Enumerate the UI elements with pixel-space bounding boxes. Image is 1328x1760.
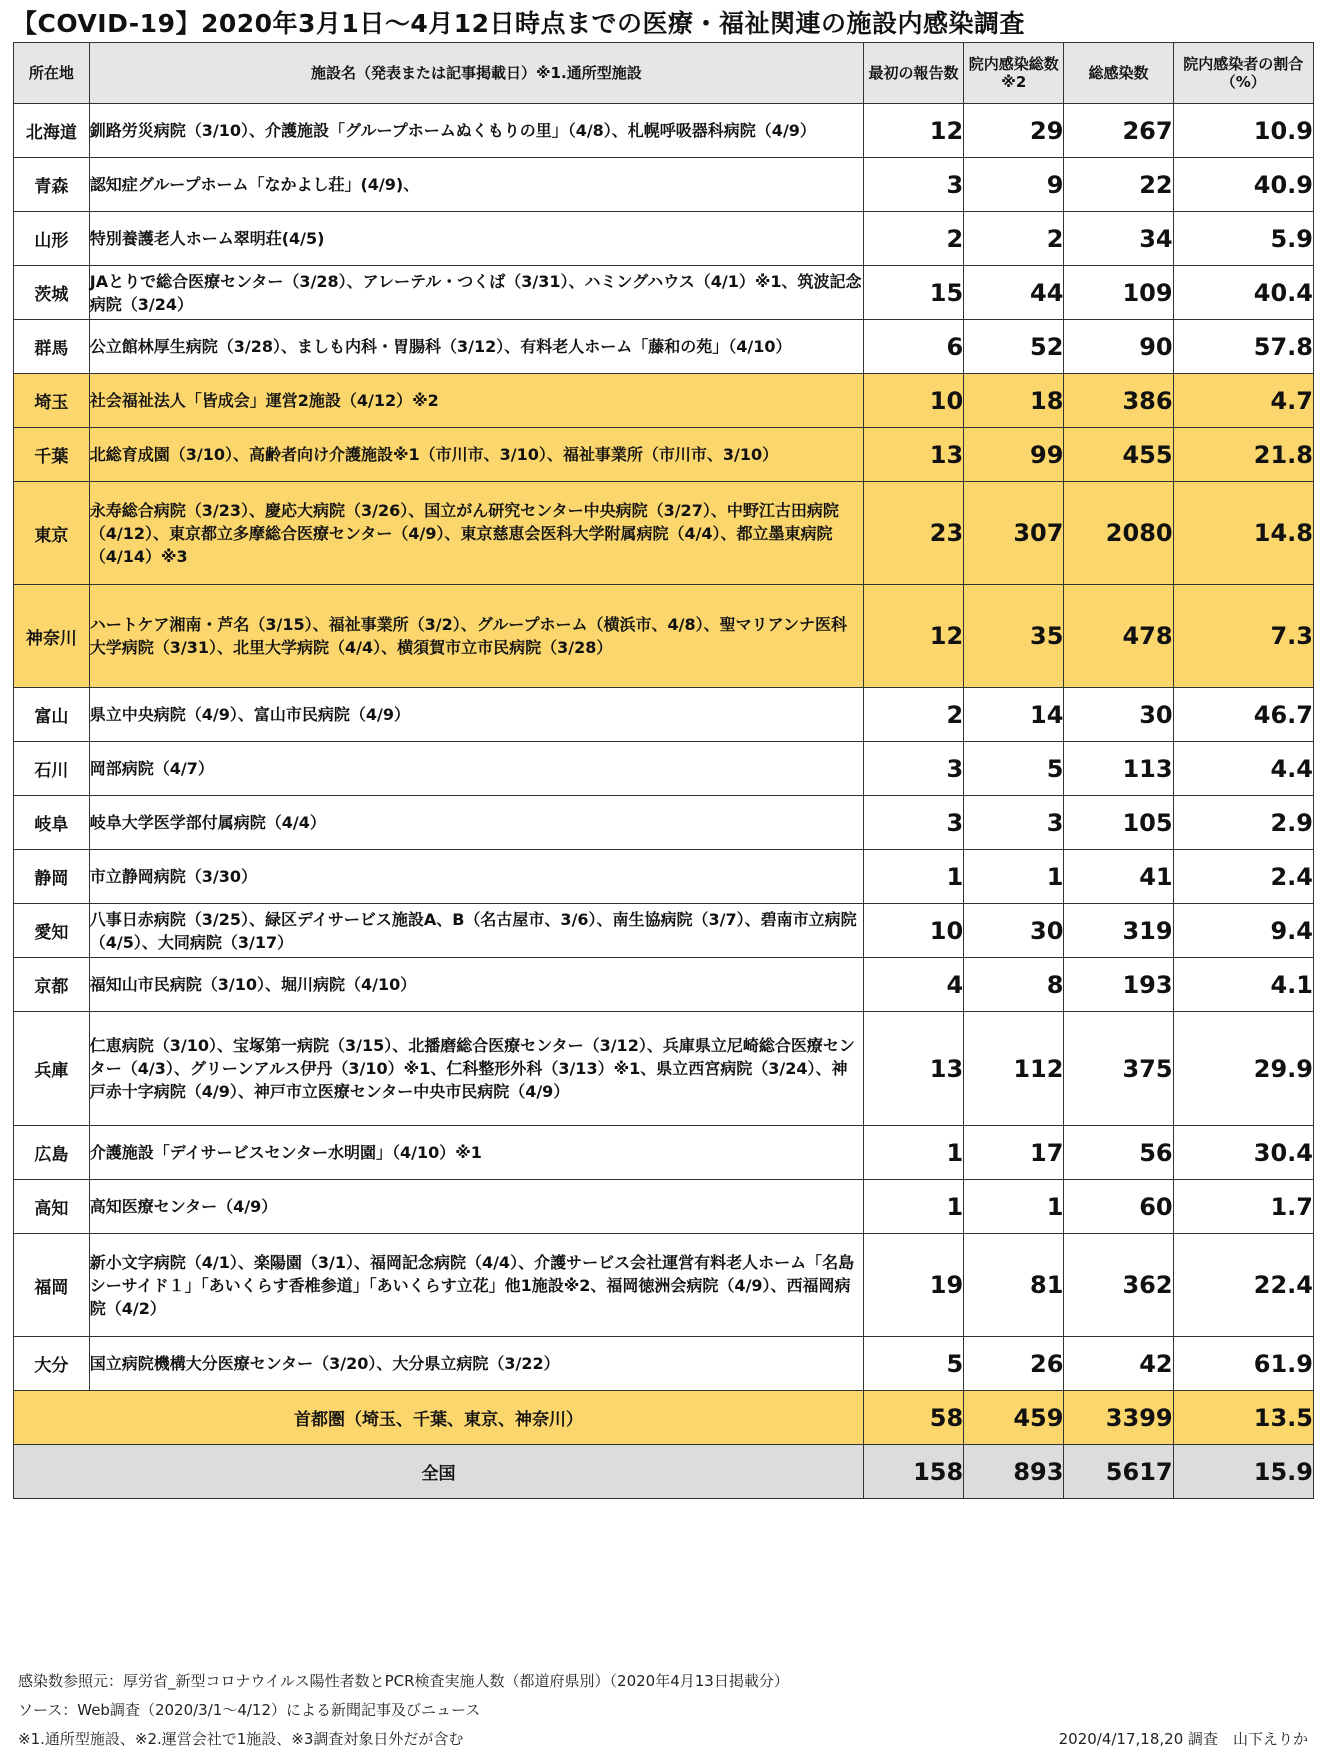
first-report-cell: 13 (863, 1012, 963, 1126)
in-facility-cell: 3 (964, 796, 1064, 850)
table-row (14, 1126, 1314, 1180)
in-facility-cell: 1 (964, 850, 1064, 904)
total-cases-cell: 455 (1064, 428, 1173, 482)
first-report-cell: 4 (863, 958, 963, 1012)
facility-cell: 岐阜大学医学部付属病院（4/4） (89, 796, 863, 850)
ratio-cell: 10.9 (1173, 104, 1313, 158)
table-row-highlighted (14, 374, 1314, 428)
table-row (14, 850, 1314, 904)
pref-cell: 愛知 (14, 904, 90, 958)
pref-cell: 青森 (14, 158, 90, 212)
ratio-cell: 7.3 (1173, 585, 1313, 688)
in-facility-cell: 9 (964, 158, 1064, 212)
table-row (14, 320, 1314, 374)
total-cases-cell: 109 (1064, 266, 1173, 320)
in-facility-cell: 26 (964, 1337, 1064, 1391)
first-report-cell: 23 (863, 482, 963, 585)
facility-cell: 永寿総合病院（3/23）、慶応大病院（3/26）、国立がん研究センター中央病院（3/27）、中野江古田病院（4/12）、東京都立多摩総合医療センター（4/9）、東京慈恵会医科大学附属病院（4/4）、都立墨東病院（4/14）※3 (89, 482, 863, 585)
first-report-cell: 10 (863, 374, 963, 428)
ratio-cell: 57.8 (1173, 320, 1313, 374)
ratio-cell: 9.4 (1173, 904, 1313, 958)
pref-cell: 広島 (14, 1126, 90, 1180)
pref-cell: 北海道 (14, 104, 90, 158)
first-report-cell: 2 (863, 212, 963, 266)
national-ratio: 15.9 (1173, 1445, 1313, 1499)
first-report-cell: 1 (863, 1126, 963, 1180)
first-report-cell: 3 (863, 796, 963, 850)
facility-cell: ハートケア湘南・芦名（3/15）、福祉事業所（3/2）、グループホーム（横浜市、4/8）、聖マリアンナ医科大学病院（3/31）、北里大学病院（4/4）、横須賀市立市民病院（3/28） (89, 585, 863, 688)
facility-cell: 介護施設「デイサービスセンター水明園」（4/10）※1 (89, 1126, 863, 1180)
first-report-cell: 19 (863, 1234, 963, 1337)
first-report-cell: 3 (863, 158, 963, 212)
first-report-cell: 12 (863, 585, 963, 688)
ratio-cell: 29.9 (1173, 1012, 1313, 1126)
infection-table (13, 42, 1314, 1499)
facility-cell: 国立病院機構大分医療センター（3/20）、大分県立病院（3/22） (89, 1337, 863, 1391)
table-row (14, 688, 1314, 742)
national-label: 全国 (14, 1445, 864, 1499)
in-facility-cell: 1 (964, 1180, 1064, 1234)
pref-cell: 山形 (14, 212, 90, 266)
in-facility-cell: 2 (964, 212, 1064, 266)
ratio-cell: 40.4 (1173, 266, 1313, 320)
national-first: 158 (863, 1445, 963, 1499)
in-facility-cell: 44 (964, 266, 1064, 320)
table-row-highlighted (14, 585, 1314, 688)
facility-cell: 市立静岡病院（3/30） (89, 850, 863, 904)
facility-cell: 釧路労災病院（3/10）、介護施設「グループホームぬくもりの里」（4/8）、札幌呼吸器科病院（4/9） (89, 104, 863, 158)
first-report-cell: 1 (863, 850, 963, 904)
table-row (14, 158, 1314, 212)
facility-cell: 福知山市民病院（3/10）、堀川病院（4/10） (89, 958, 863, 1012)
first-report-cell: 15 (863, 266, 963, 320)
facility-cell: 高知医療センター（4/9） (89, 1180, 863, 1234)
summary-total: 3399 (1064, 1391, 1173, 1445)
summary-ratio: 13.5 (1173, 1391, 1313, 1445)
header-pref: 所在地 (14, 43, 90, 104)
ratio-cell: 22.4 (1173, 1234, 1313, 1337)
facility-cell: 新小文字病院（4/1）、楽陽園（3/1）、福岡記念病院（4/4）、介護サービス会社運営有料老人ホーム「名島シーサイド１」「あいくらす香椎参道」「あいくらす立花」他1施設※2、福岡徳洲会病院（4/9）、西福岡病院（4/2） (89, 1234, 863, 1337)
header-facility: 施設名（発表または記事掲載日）※1.通所型施設 (89, 43, 863, 104)
total-cases-cell: 56 (1064, 1126, 1173, 1180)
total-cases-cell: 478 (1064, 585, 1173, 688)
pref-cell: 岐阜 (14, 796, 90, 850)
header-row (14, 43, 1314, 104)
ratio-cell: 2.4 (1173, 850, 1313, 904)
total-cases-cell: 60 (1064, 1180, 1173, 1234)
total-cases-cell: 42 (1064, 1337, 1173, 1391)
pref-cell: 静岡 (14, 850, 90, 904)
ratio-cell: 4.4 (1173, 742, 1313, 796)
facility-cell: 岡部病院（4/7） (89, 742, 863, 796)
summary-in-facility: 459 (964, 1391, 1064, 1445)
pref-cell: 福岡 (14, 1234, 90, 1337)
total-cases-cell: 34 (1064, 212, 1173, 266)
pref-cell: 千葉 (14, 428, 90, 482)
facility-cell: 仁恵病院（3/10）、宝塚第一病院（3/15）、北播磨総合医療センター（3/12）、兵庫県立尼崎総合医療センター（4/3）、グリーンアルス伊丹（3/10）※1、仁科整形外科（3/13）※1、県立西宮病院（3/24）、神戸赤十字病院（4/9）、神戸市立医療センター中央市民病院（4/9） (89, 1012, 863, 1126)
facility-cell: 県立中央病院（4/9）、富山市民病院（4/9） (89, 688, 863, 742)
facility-cell: 認知症グループホーム「なかよし荘」(4/9)、 (89, 158, 863, 212)
table-row (14, 742, 1314, 796)
in-facility-cell: 307 (964, 482, 1064, 585)
first-report-cell: 5 (863, 1337, 963, 1391)
in-facility-cell: 52 (964, 320, 1064, 374)
in-facility-cell: 18 (964, 374, 1064, 428)
footnote-source: 感染数参照元：厚労省_新型コロナウイルス陽性者数とPCR検査実施人数（都道府県別）（2020年4月13日掲載分） (18, 1672, 789, 1690)
national-total-row (14, 1445, 1314, 1499)
ratio-cell: 2.9 (1173, 796, 1313, 850)
facility-cell: 北総育成園（3/10）、高齢者向け介護施設※1（市川市、3/10）、福祉事業所（市川市、3/10） (89, 428, 863, 482)
ratio-cell: 40.9 (1173, 158, 1313, 212)
facility-cell: JAとりで総合医療センター（3/28）、アレーテル・つくば（3/31）、ハミングハウス（4/1）※1、筑波記念病院（3/24） (89, 266, 863, 320)
pref-cell: 埼玉 (14, 374, 90, 428)
table-row (14, 796, 1314, 850)
total-cases-cell: 362 (1064, 1234, 1173, 1337)
summary-row-capital (14, 1391, 1314, 1445)
in-facility-cell: 112 (964, 1012, 1064, 1126)
in-facility-cell: 81 (964, 1234, 1064, 1337)
total-cases-cell: 319 (1064, 904, 1173, 958)
first-report-cell: 2 (863, 688, 963, 742)
total-cases-cell: 30 (1064, 688, 1173, 742)
ratio-cell: 61.9 (1173, 1337, 1313, 1391)
table-row (14, 104, 1314, 158)
header-ratio: 院内感染者の割合（%） (1173, 43, 1313, 104)
ratio-cell: 21.8 (1173, 428, 1313, 482)
footnote-notes: ※1.通所型施設、※2.運営会社で1施設、※3調査対象日外だが含む (18, 1730, 464, 1748)
in-facility-cell: 30 (964, 904, 1064, 958)
pref-cell: 京都 (14, 958, 90, 1012)
table-row-highlighted (14, 482, 1314, 585)
pref-cell: 富山 (14, 688, 90, 742)
ratio-cell: 4.1 (1173, 958, 1313, 1012)
total-cases-cell: 193 (1064, 958, 1173, 1012)
table-row-highlighted (14, 428, 1314, 482)
in-facility-cell: 99 (964, 428, 1064, 482)
total-cases-cell: 41 (1064, 850, 1173, 904)
total-cases-cell: 267 (1064, 104, 1173, 158)
table-row (14, 1234, 1314, 1337)
total-cases-cell: 375 (1064, 1012, 1173, 1126)
pref-cell: 群馬 (14, 320, 90, 374)
pref-cell: 兵庫 (14, 1012, 90, 1126)
total-cases-cell: 90 (1064, 320, 1173, 374)
first-report-cell: 12 (863, 104, 963, 158)
ratio-cell: 30.4 (1173, 1126, 1313, 1180)
pref-cell: 茨城 (14, 266, 90, 320)
in-facility-cell: 35 (964, 585, 1064, 688)
in-facility-cell: 17 (964, 1126, 1064, 1180)
in-facility-cell: 14 (964, 688, 1064, 742)
in-facility-cell: 29 (964, 104, 1064, 158)
first-report-cell: 1 (863, 1180, 963, 1234)
summary-first: 58 (863, 1391, 963, 1445)
header-total-cases: 総感染数 (1064, 43, 1173, 104)
total-cases-cell: 22 (1064, 158, 1173, 212)
footnote-credit: 2020/4/17,18,20 調査 山下えりか (1058, 1730, 1308, 1748)
summary-label: 首都圏（埼玉、千葉、東京、神奈川） (14, 1391, 864, 1445)
pref-cell: 石川 (14, 742, 90, 796)
table-row (14, 1012, 1314, 1126)
pref-cell: 神奈川 (14, 585, 90, 688)
first-report-cell: 6 (863, 320, 963, 374)
facility-cell: 特別養護老人ホーム翠明荘(4/5) (89, 212, 863, 266)
table-row (14, 1180, 1314, 1234)
header-first-report: 最初の報告数 (863, 43, 963, 104)
header-in-facility: 院内感染総数※2 (964, 43, 1064, 104)
first-report-cell: 13 (863, 428, 963, 482)
national-in-facility: 893 (964, 1445, 1064, 1499)
first-report-cell: 3 (863, 742, 963, 796)
pref-cell: 大分 (14, 1337, 90, 1391)
ratio-cell: 4.7 (1173, 374, 1313, 428)
in-facility-cell: 8 (964, 958, 1064, 1012)
total-cases-cell: 2080 (1064, 482, 1173, 585)
table-row (14, 904, 1314, 958)
table-row (14, 958, 1314, 1012)
table-row (14, 1337, 1314, 1391)
facility-cell: 社会福祉法人「皆成会」運営2施設（4/12）※2 (89, 374, 863, 428)
facility-cell: 八事日赤病院（3/25）、緑区デイサービス施設A、B（名古屋市、3/6）、南生協病院（3/7）、碧南市立病院（4/5）、大同病院（3/17） (89, 904, 863, 958)
table-row (14, 266, 1314, 320)
page-title: 【COVID-19】2020年3月1日～4月12日時点までの医療・福祉関連の施設内感染調査 (12, 9, 1026, 38)
footnote-web-source: ソース：Web調査（2020/3/1～4/12）による新聞記事及びニュース (18, 1701, 481, 1719)
total-cases-cell: 386 (1064, 374, 1173, 428)
ratio-cell: 14.8 (1173, 482, 1313, 585)
national-total: 5617 (1064, 1445, 1173, 1499)
first-report-cell: 10 (863, 904, 963, 958)
ratio-cell: 5.9 (1173, 212, 1313, 266)
ratio-cell: 46.7 (1173, 688, 1313, 742)
facility-cell: 公立館林厚生病院（3/28）、ましも内科・胃腸科（3/12）、有料老人ホーム「藤和の苑」（4/10） (89, 320, 863, 374)
total-cases-cell: 113 (1064, 742, 1173, 796)
ratio-cell: 1.7 (1173, 1180, 1313, 1234)
pref-cell: 高知 (14, 1180, 90, 1234)
table-row (14, 212, 1314, 266)
pref-cell: 東京 (14, 482, 90, 585)
in-facility-cell: 5 (964, 742, 1064, 796)
total-cases-cell: 105 (1064, 796, 1173, 850)
